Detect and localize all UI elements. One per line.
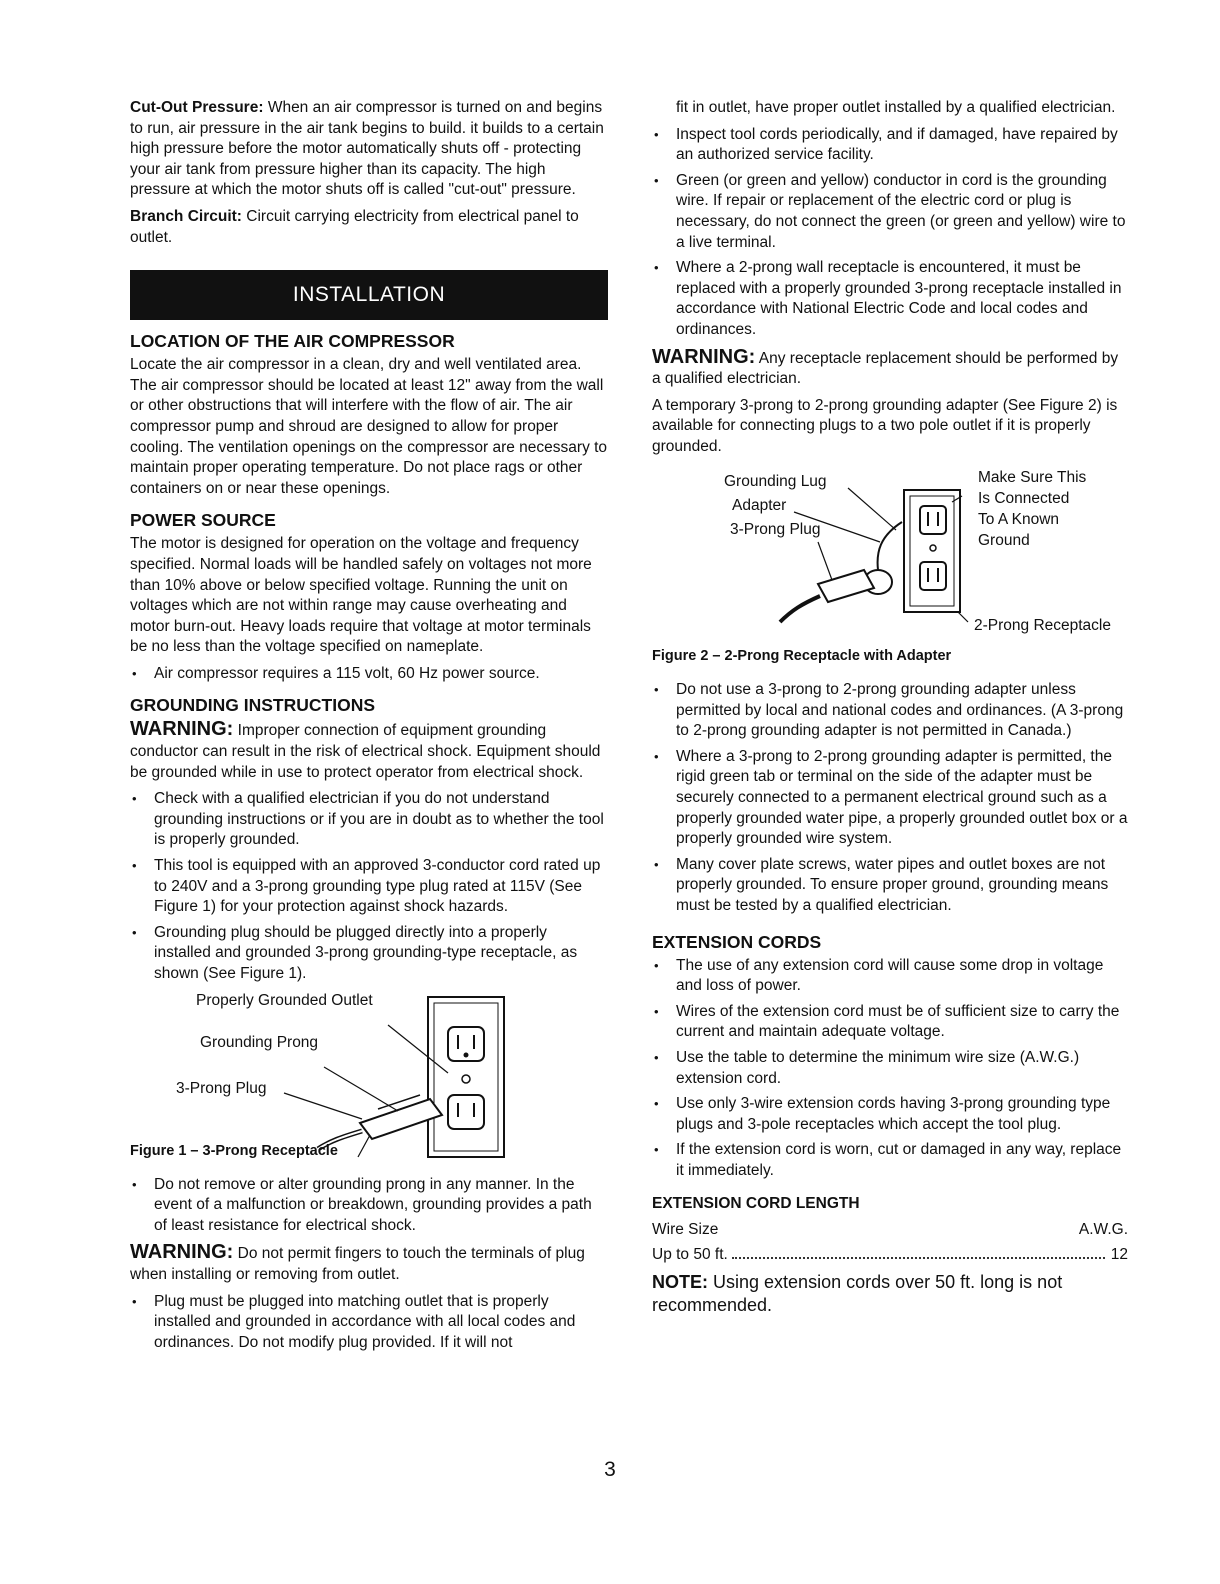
list-item: • Grounding plug should be plugged directly into a properly installed and grounded 3-prong grounding-type receptacle, as shown (See Figure 1). xyxy=(130,923,608,985)
table-col-awg: A.W.G. xyxy=(1078,1221,1128,1239)
grounding-heading: GROUNDING INSTRUCTIONS xyxy=(130,695,375,716)
table-row-value: 12 xyxy=(1110,1245,1128,1263)
grounding-warning-text: Improper connection of equipment grounding conductor can result in the risk of electrical shock. Equipment should be grounded while in use to protect operator from electrical shock. xyxy=(130,722,601,781)
list-item: • This tool is equipped with an approved 3-conductor cord rated up to 240V and a 3-prong grounding type plug rated at 115V (See Figure 1) for your protection against shock hazards. xyxy=(130,856,608,918)
branch-text: Circuit carrying electricity from electrical panel to outlet. xyxy=(130,207,579,246)
table-row xyxy=(652,1245,1128,1266)
warning-label: WARNING: xyxy=(130,718,234,741)
cutout-text: When an air compressor is turned on and begins to run, air pressure in the air tank begins to build. it builds to a certain high pressure before the motor automatically shuts off - protecting your air tank from pressure higher than its capacity. The high pressure at which the motor shuts off is called "cut-out" pressure. xyxy=(130,99,604,199)
right-warning-text: Any receptacle replacement should be performed by a qualified electrician. xyxy=(652,349,1119,388)
list-item: • Use the table to determine the minimum wire size (A.W.G.) extension cord. xyxy=(652,1048,1128,1089)
extension-list xyxy=(652,956,1128,1182)
fig2-lug-label: Grounding Lug xyxy=(724,472,827,490)
after-fig1-list xyxy=(130,1175,608,1237)
fig2-make-sure-2: Is Connected xyxy=(978,489,1070,507)
list-item: • The use of any extension cord will cause some drop in voltage and loss of power. xyxy=(652,956,1128,997)
list-item: • Inspect tool cords periodically, and if damaged, have repaired by an authorized service facility. xyxy=(652,125,1128,166)
fig1-outlet-label: Properly Grounded Outlet xyxy=(196,991,373,1009)
fig2-adapter-label: Adapter xyxy=(732,496,787,514)
power-text: The motor is designed for operation on the voltage and frequency specified. Normal loads will be handled safely on voltages not more than 10% above or below specified voltage. Running the unit on voltages which are not within range may cause overheating and motor burn-out. Heavy loads require that voltage at motor terminals be no less than the voltage specified on nameplate. xyxy=(130,535,592,656)
grounding-warning xyxy=(130,719,608,783)
fig1-plug-label: 3-Prong Plug xyxy=(176,1079,267,1097)
location-heading: LOCATION OF THE AIR COMPRESSOR xyxy=(130,331,455,352)
adapter-text: A temporary 3-prong to 2-prong grounding adapter (See Figure 2) is available for connecting plugs to a two pole outlet if it is properly grounded. xyxy=(652,396,1118,455)
list-item: • Where a 3-prong to 2-prong grounding adapter is permitted, the rigid green tab or terminal on the side of the adapter must be securely connected to a permanent electrical ground such as a properly grounded water pipe, a properly grounded outlet box or a properly grounded wire system. xyxy=(652,747,1128,850)
grounding-list xyxy=(130,789,608,984)
fig1-prong-label: Grounding Prong xyxy=(200,1033,319,1051)
list-item: • Green (or green and yellow) conductor in cord is the grounding wire. If repair or replacement of the electric cord or plug is necessary, do not connect the green (or green and yellow) wire to a live terminal. xyxy=(652,171,1128,253)
list-item: • Where a 2-prong wall receptacle is encountered, it must be replaced with a properly grounded 3-prong receptacle installed in accordance with National Electric Code and local codes and ordinances. xyxy=(652,258,1128,340)
note-paragraph xyxy=(652,1271,1128,1317)
list-item: • Many cover plate screws, water pipes and outlet boxes are not properly grounded. To ensure proper ground, grounding means must be tested by a qualified electrician. xyxy=(652,855,1128,917)
cutout-paragraph xyxy=(130,98,608,201)
warning2-text: Do not permit fingers to touch the terminals of plug when installing or removing from outlet. xyxy=(130,1245,585,1283)
left-column xyxy=(130,98,608,1359)
extension-heading: EXTENSION CORDS xyxy=(652,931,822,952)
table-row-label: Up to 50 ft. xyxy=(652,1245,728,1263)
branch-paragraph xyxy=(130,207,608,248)
fig2-receptacle-label: 2-Prong Receptacle xyxy=(974,616,1111,634)
warning-label: WARNING: xyxy=(652,345,756,368)
right-list-2 xyxy=(652,680,1128,917)
extension-length-heading: EXTENSION CORD LENGTH xyxy=(652,1194,860,1212)
note-label: NOTE: xyxy=(652,1272,708,1293)
right-column xyxy=(652,98,1128,1323)
table-header xyxy=(652,1220,1128,1241)
branch-term: Branch Circuit: xyxy=(130,207,242,225)
page-number: 3 xyxy=(604,1458,616,1481)
figure-1 xyxy=(130,991,608,1171)
fig2-make-sure-1: Make Sure This xyxy=(978,468,1087,486)
power-heading: POWER SOURCE xyxy=(130,510,276,531)
fig1-caption: Figure 1 – 3-Prong Receptacle xyxy=(130,1142,338,1159)
list-item: • Plug must be plugged into matching outlet that is properly installed and grounded in accordance with all local codes and ordinances. Do not modify plug provided. If it will not xyxy=(130,1292,608,1354)
list-item: • Do not remove or alter grounding prong in any manner. In the event of a malfunction or breakdown, grounding provides a path of least resistance for electrical shock. xyxy=(130,1175,608,1237)
warning2-paragraph xyxy=(130,1242,608,1285)
installation-banner: INSTALLATION xyxy=(130,270,608,320)
list-item: • Wires of the extension cord must be of sufficient size to carry the current and maintain adequate voltage. xyxy=(652,1002,1128,1043)
location-text: Locate the air compressor in a clean, dry and well ventilated area. The air compressor should be located at least 12" away from the wall or other obstructions that will interfere with the flow of air. The air compressor pump and shroud are designed to allow for proper cooling. The ventilation openings on the compressor are necessary to maintain proper operating temperature. Do not place rags or other containers on or near these openings. xyxy=(130,356,608,497)
right-warning xyxy=(652,347,1128,390)
last-list xyxy=(130,1292,608,1354)
power-bullet: • Air compressor requires a 115 volt, 60 Hz power source. xyxy=(130,664,608,685)
fig2-plug-label: 3-Prong Plug xyxy=(730,520,821,538)
table-col-wire-size: Wire Size xyxy=(652,1221,719,1239)
power-list xyxy=(130,664,608,685)
cutout-term: Cut-Out Pressure: xyxy=(130,99,264,116)
note-text: Using extension cords over 50 ft. long is not recommended. xyxy=(652,1272,1063,1316)
list-item: • Use only 3-wire extension cords having 3-prong grounding type plugs and 3-pole receptacles which accept the tool plug. xyxy=(652,1094,1128,1135)
dot-leader xyxy=(732,1257,1105,1259)
fig2-make-sure-4: Ground xyxy=(978,531,1030,549)
fig2-make-sure-3: To A Known xyxy=(978,510,1060,528)
list-item: • Check with a qualified electrician if you do not understand grounding instructions or if you are in doubt as to whether the tool is properly grounded. xyxy=(130,789,608,851)
fig2-caption: Figure 2 – 2-Prong Receptacle with Adapter xyxy=(652,647,952,664)
warning-label: WARNING: xyxy=(130,1241,234,1264)
list-item: • If the extension cord is worn, cut or damaged in any way, replace it immediately. xyxy=(652,1140,1128,1181)
continued-text: fit in outlet, have proper outlet installed by a qualified electrician. xyxy=(676,99,1116,116)
list-item: • Do not use a 3-prong to 2-prong grounding adapter unless permitted by local and national codes and ordinances. (A 3-prong to 2-prong grounding adapter is not permitted in Canada.) xyxy=(652,680,1128,742)
figure-2 xyxy=(652,468,1128,640)
right-list-1 xyxy=(652,125,1128,341)
